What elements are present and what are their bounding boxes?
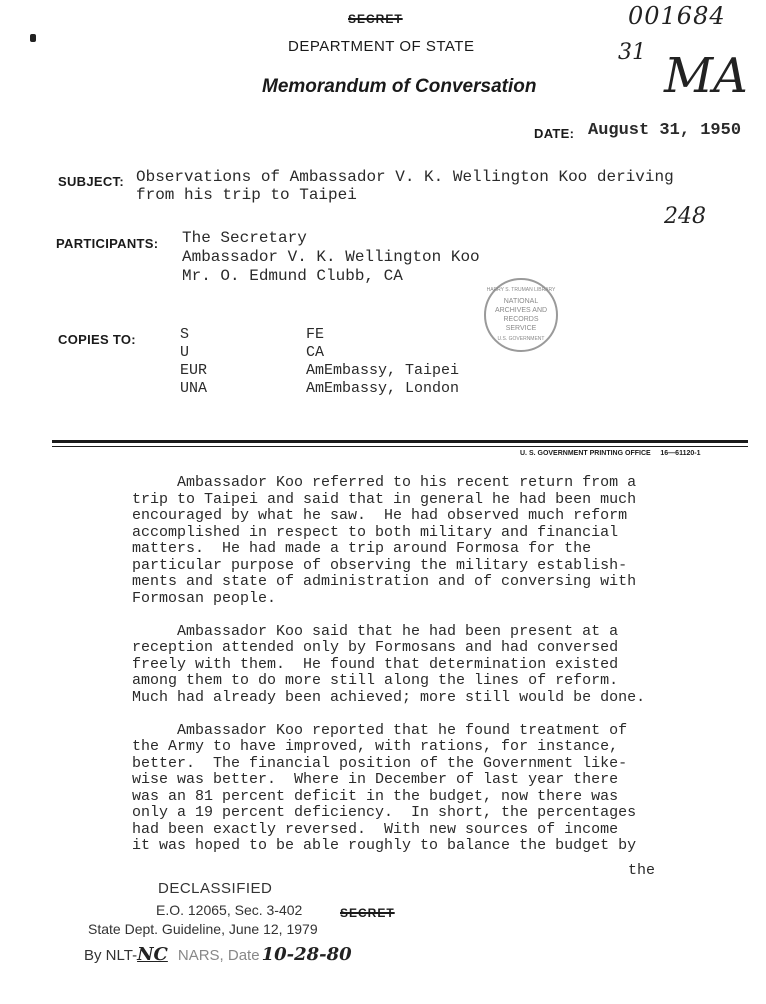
declass-line-1: E.O. 12065, Sec. 3-402 bbox=[156, 902, 303, 918]
body-line: it was hoped to be able roughly to balance the budget by bbox=[132, 837, 637, 854]
body-line: freely with them. He found that determination existed bbox=[132, 655, 619, 673]
declass-by-label: By NLT- bbox=[84, 947, 138, 964]
copy-left-2: U bbox=[180, 344, 190, 361]
body-line: Ambassador Koo said that he had been present at a bbox=[132, 622, 619, 640]
participant-2: Ambassador V. K. Wellington Koo bbox=[182, 248, 480, 266]
date-label: DATE: bbox=[534, 126, 575, 141]
handwritten-page-number: 31 bbox=[618, 40, 646, 65]
declass-title: DECLASSIFIED bbox=[158, 880, 273, 897]
handwritten-initials: MA bbox=[664, 48, 748, 104]
declass-date: 10-28-80 bbox=[261, 944, 352, 965]
body-line: ments and state of administration and of conversing with bbox=[132, 573, 637, 590]
body-line: Formosan people. bbox=[132, 589, 277, 607]
date-value: August 31, 1950 bbox=[588, 121, 742, 140]
declass-by-initials: NC bbox=[137, 944, 168, 965]
body-line: trip to Taipei and said that in general he had been much bbox=[132, 490, 637, 508]
copy-right-4: AmEmbassy, London bbox=[306, 380, 460, 397]
subject-line-1: Observations of Ambassador V. K. Wellington Koo deriving bbox=[136, 168, 674, 186]
body-line: particular purpose of observing the military establish- bbox=[132, 556, 628, 574]
body-line: matters. He had made a trip around Formosa for the bbox=[132, 540, 592, 557]
stamp-text: NATIONAL ARCHIVES AND RECORDS SERVICE bbox=[494, 298, 548, 332]
subject-label: SUBJECT: bbox=[58, 174, 124, 189]
declass-nars-label: NARS, Date bbox=[177, 947, 260, 964]
classification-bottom: SECRET bbox=[340, 906, 395, 920]
copies-label: COPIES TO: bbox=[58, 332, 136, 347]
body-line: among them to do more still along the lines of reform. bbox=[132, 672, 619, 689]
body-line: Ambassador Koo referred to his recent return from a bbox=[132, 474, 637, 491]
catchword: the bbox=[628, 862, 656, 879]
margin-mark bbox=[30, 34, 36, 42]
copy-right-2: CA bbox=[306, 344, 325, 361]
body-line: only a 19 percent deficiency. In short, the percentages bbox=[132, 804, 637, 821]
body-line: the Army to have improved, with rations, for instance, bbox=[132, 738, 619, 755]
archive-stamp bbox=[484, 278, 558, 352]
body-line: accomplished in respect to both military and financial bbox=[132, 523, 619, 541]
copy-left-3: EUR bbox=[180, 362, 208, 379]
body-line: Ambassador Koo reported that he found treatment of bbox=[132, 721, 628, 739]
body-line: Much had already been achieved; more still would be done. bbox=[132, 688, 646, 706]
participant-1: The Secretary bbox=[182, 229, 307, 247]
copy-left-1: S bbox=[180, 326, 190, 343]
body-line: reception attended only by Formosans and had conversed bbox=[132, 639, 619, 656]
handwritten-doc-number: 001684 bbox=[628, 2, 726, 30]
subject-line-2: from his trip to Taipei bbox=[136, 186, 357, 204]
gpo-line: U. S. GOVERNMENT PRINTING OFFICE 16—61120-1 bbox=[520, 450, 701, 457]
document-title: Memorandum of Conversation bbox=[262, 76, 537, 97]
declass-by-row bbox=[84, 944, 352, 965]
declass-line-2: State Dept. Guideline, June 12, 1979 bbox=[88, 921, 318, 937]
body-line: encouraged by what he saw. He had observed much reform bbox=[132, 507, 628, 524]
stamp-outer-bottom: U.S. GOVERNMENT bbox=[497, 336, 545, 342]
divider-rule bbox=[52, 440, 748, 443]
stamp-outer-top: HARRY S. TRUMAN LIBRARY bbox=[486, 287, 556, 293]
body-line: better. The financial position of the Government like- bbox=[132, 754, 628, 772]
body-line: was an 81 percent deficit in the budget, now there was bbox=[132, 787, 619, 805]
divider-rule-thin bbox=[52, 446, 748, 447]
classification-top: SECRET bbox=[348, 12, 403, 26]
body-line: had been exactly reversed. With new sources of income bbox=[132, 820, 619, 838]
copy-right-3: AmEmbassy, Taipei bbox=[306, 362, 460, 379]
participant-3: Mr. O. Edmund Clubb, CA bbox=[182, 267, 403, 285]
participants-label: PARTICIPANTS: bbox=[56, 236, 159, 251]
body-line: wise was better. Where in December of last year there bbox=[132, 771, 619, 788]
copy-left-4: UNA bbox=[180, 380, 208, 397]
handwritten-file-number: 248 bbox=[664, 204, 706, 229]
copy-right-1: FE bbox=[306, 326, 325, 343]
department-heading: DEPARTMENT OF STATE bbox=[288, 38, 475, 55]
